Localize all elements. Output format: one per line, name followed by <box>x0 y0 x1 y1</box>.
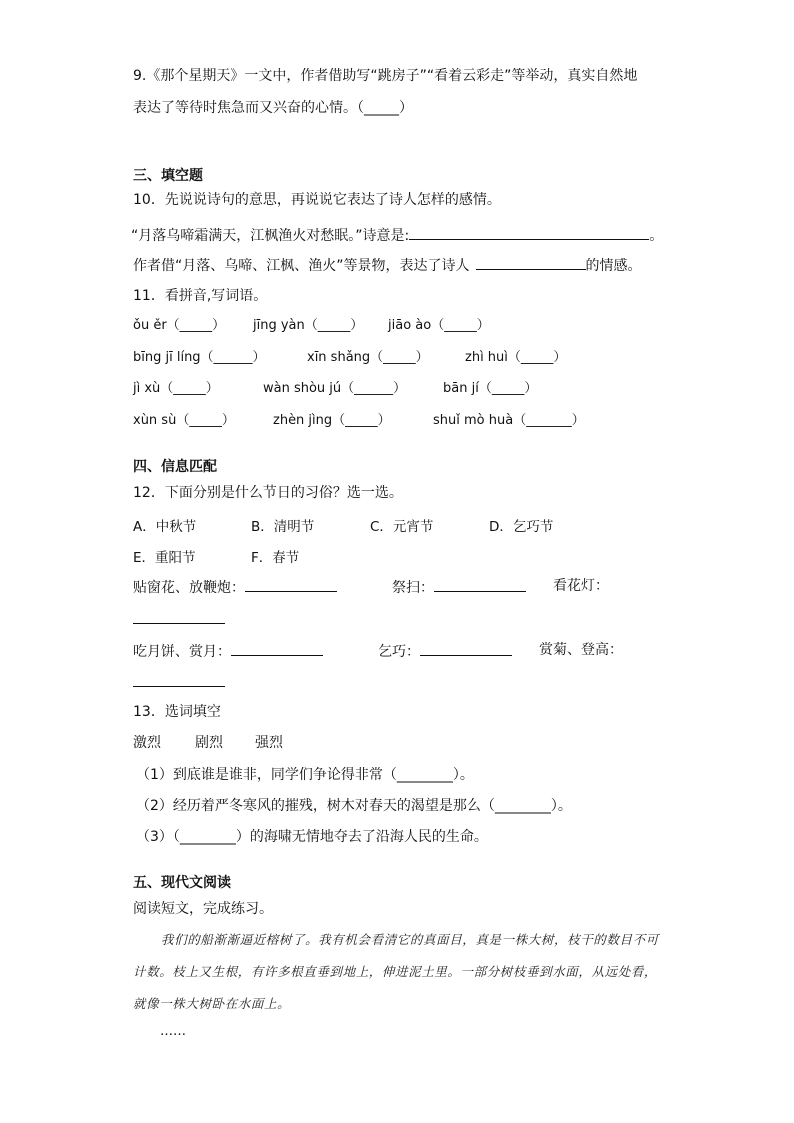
q12-stem: 12．下面分别是什么节日的习俗？选一选。 <box>133 485 403 501</box>
custom-blank[interactable] <box>245 577 337 592</box>
custom-blank[interactable] <box>420 641 512 656</box>
reading-passage: 我们的船渐渐逼近榕树了。我有机会看清它的真面目，真是一株大树，枝干的数目不可计数。枝上又生根，有许多根直垂到地上，伸进泥土里。一部分树枝垂到水面，从远处看，就像一株大树卧在水面上。 <box>133 932 659 1011</box>
q13-stem: 13．选词填空 <box>133 704 221 720</box>
pinyin-item: xùn sù（_____） <box>133 413 235 428</box>
section5-title: 五、现代文阅读 <box>133 875 231 891</box>
option-b: B．清明节 <box>251 519 315 535</box>
pinyin-item: jīng yàn（_____） <box>253 318 364 333</box>
q10-line2-end: 的情感。 <box>585 258 642 274</box>
custom-label: 吃月饼、赏月： <box>133 644 231 660</box>
q9-line1: 9.《那个星期天》一文中，作者借助写“跳房子”“看着云彩走”等举动，真实自然地 <box>133 68 638 84</box>
pinyin-item: jì xù（_____） <box>133 381 219 396</box>
reading-intro: 阅读短文，完成练习。 <box>133 901 273 917</box>
custom-kanhuadeng: 看花灯： <box>553 578 609 594</box>
q10-stem: 10．先说说诗句的意思，再说说它表达了诗人怎样的感情。 <box>133 192 501 208</box>
q10-blank-2[interactable] <box>476 255 586 270</box>
custom-kanhuadeng-blank-wrap <box>133 609 225 629</box>
custom-blank[interactable] <box>133 609 225 624</box>
custom-shangju-blank-wrap <box>133 672 225 692</box>
q13-sentence-3: （3）（________）的海啸无情地夺去了沿海人民的生命。 <box>136 829 488 845</box>
q10-line2 <box>133 255 642 275</box>
section4-title: 四、信息匹配 <box>133 459 217 475</box>
custom-tiechuanghua <box>133 577 337 597</box>
word-option: 剧烈 <box>195 735 223 751</box>
q13-sentence-2: （2）经历着严冬寒风的摧残，树木对春天的渴望是那么（________）。 <box>136 798 572 814</box>
custom-blank[interactable] <box>231 641 323 656</box>
pinyin-item: zhèn jìng（_____） <box>273 413 391 428</box>
word-option: 激烈 <box>133 735 161 751</box>
q10-line1-text: “月落乌啼霜满天，江枫渔火对愁眠。”诗意是: <box>131 228 410 244</box>
custom-shangju: 赏菊、登高： <box>539 642 623 658</box>
custom-blank[interactable] <box>133 672 225 687</box>
q10-blank-1[interactable] <box>409 225 649 240</box>
q13-sentence-1: （1）到底谁是谁非，同学们争论得非常（________）。 <box>136 767 474 783</box>
section3-title: 三、填空题 <box>133 168 203 184</box>
word-option: 强烈 <box>255 735 283 751</box>
custom-label: 祭扫： <box>392 580 434 596</box>
option-e: E．重阳节 <box>133 550 196 566</box>
q10-line1-end: 。 <box>649 228 664 244</box>
custom-qiqiao <box>378 641 512 661</box>
pinyin-item: zhì huì（_____） <box>465 350 567 365</box>
pinyin-item: ǒu ěr（_____） <box>133 318 226 333</box>
custom-chiyuebing <box>133 641 323 661</box>
custom-blank[interactable] <box>434 577 526 592</box>
pinyin-item: bīng jī líng（______） <box>133 350 266 365</box>
option-c: C．元宵节 <box>370 519 434 535</box>
pinyin-item: shuǐ mò huà（_______） <box>433 413 585 428</box>
pinyin-item: xīn shǎng（_____） <box>307 350 429 365</box>
q11-stem: 11．看拼音,写词语。 <box>133 288 268 304</box>
q10-line1 <box>131 225 663 245</box>
option-a: A．中秋节 <box>133 519 197 535</box>
q9-line2: 表达了等待时焦急而又兴奋的心情。（_____） <box>133 100 413 116</box>
pinyin-item: wàn shòu jú（______） <box>263 381 407 396</box>
passage-ellipsis: …… <box>160 1024 186 1039</box>
pinyin-item: jiāo ào（_____） <box>388 318 490 333</box>
option-d: D．乞巧节 <box>489 519 554 535</box>
custom-jisao <box>392 577 526 597</box>
option-f: F．春节 <box>251 550 300 566</box>
custom-label: 乞巧： <box>378 644 420 660</box>
pinyin-item: bān jí（_____） <box>443 381 538 396</box>
custom-label: 贴窗花、放鞭炮： <box>133 580 245 596</box>
q10-line2-text: 作者借“月落、乌啼、江枫、渔火”等景物，表达了诗人 <box>133 258 470 274</box>
